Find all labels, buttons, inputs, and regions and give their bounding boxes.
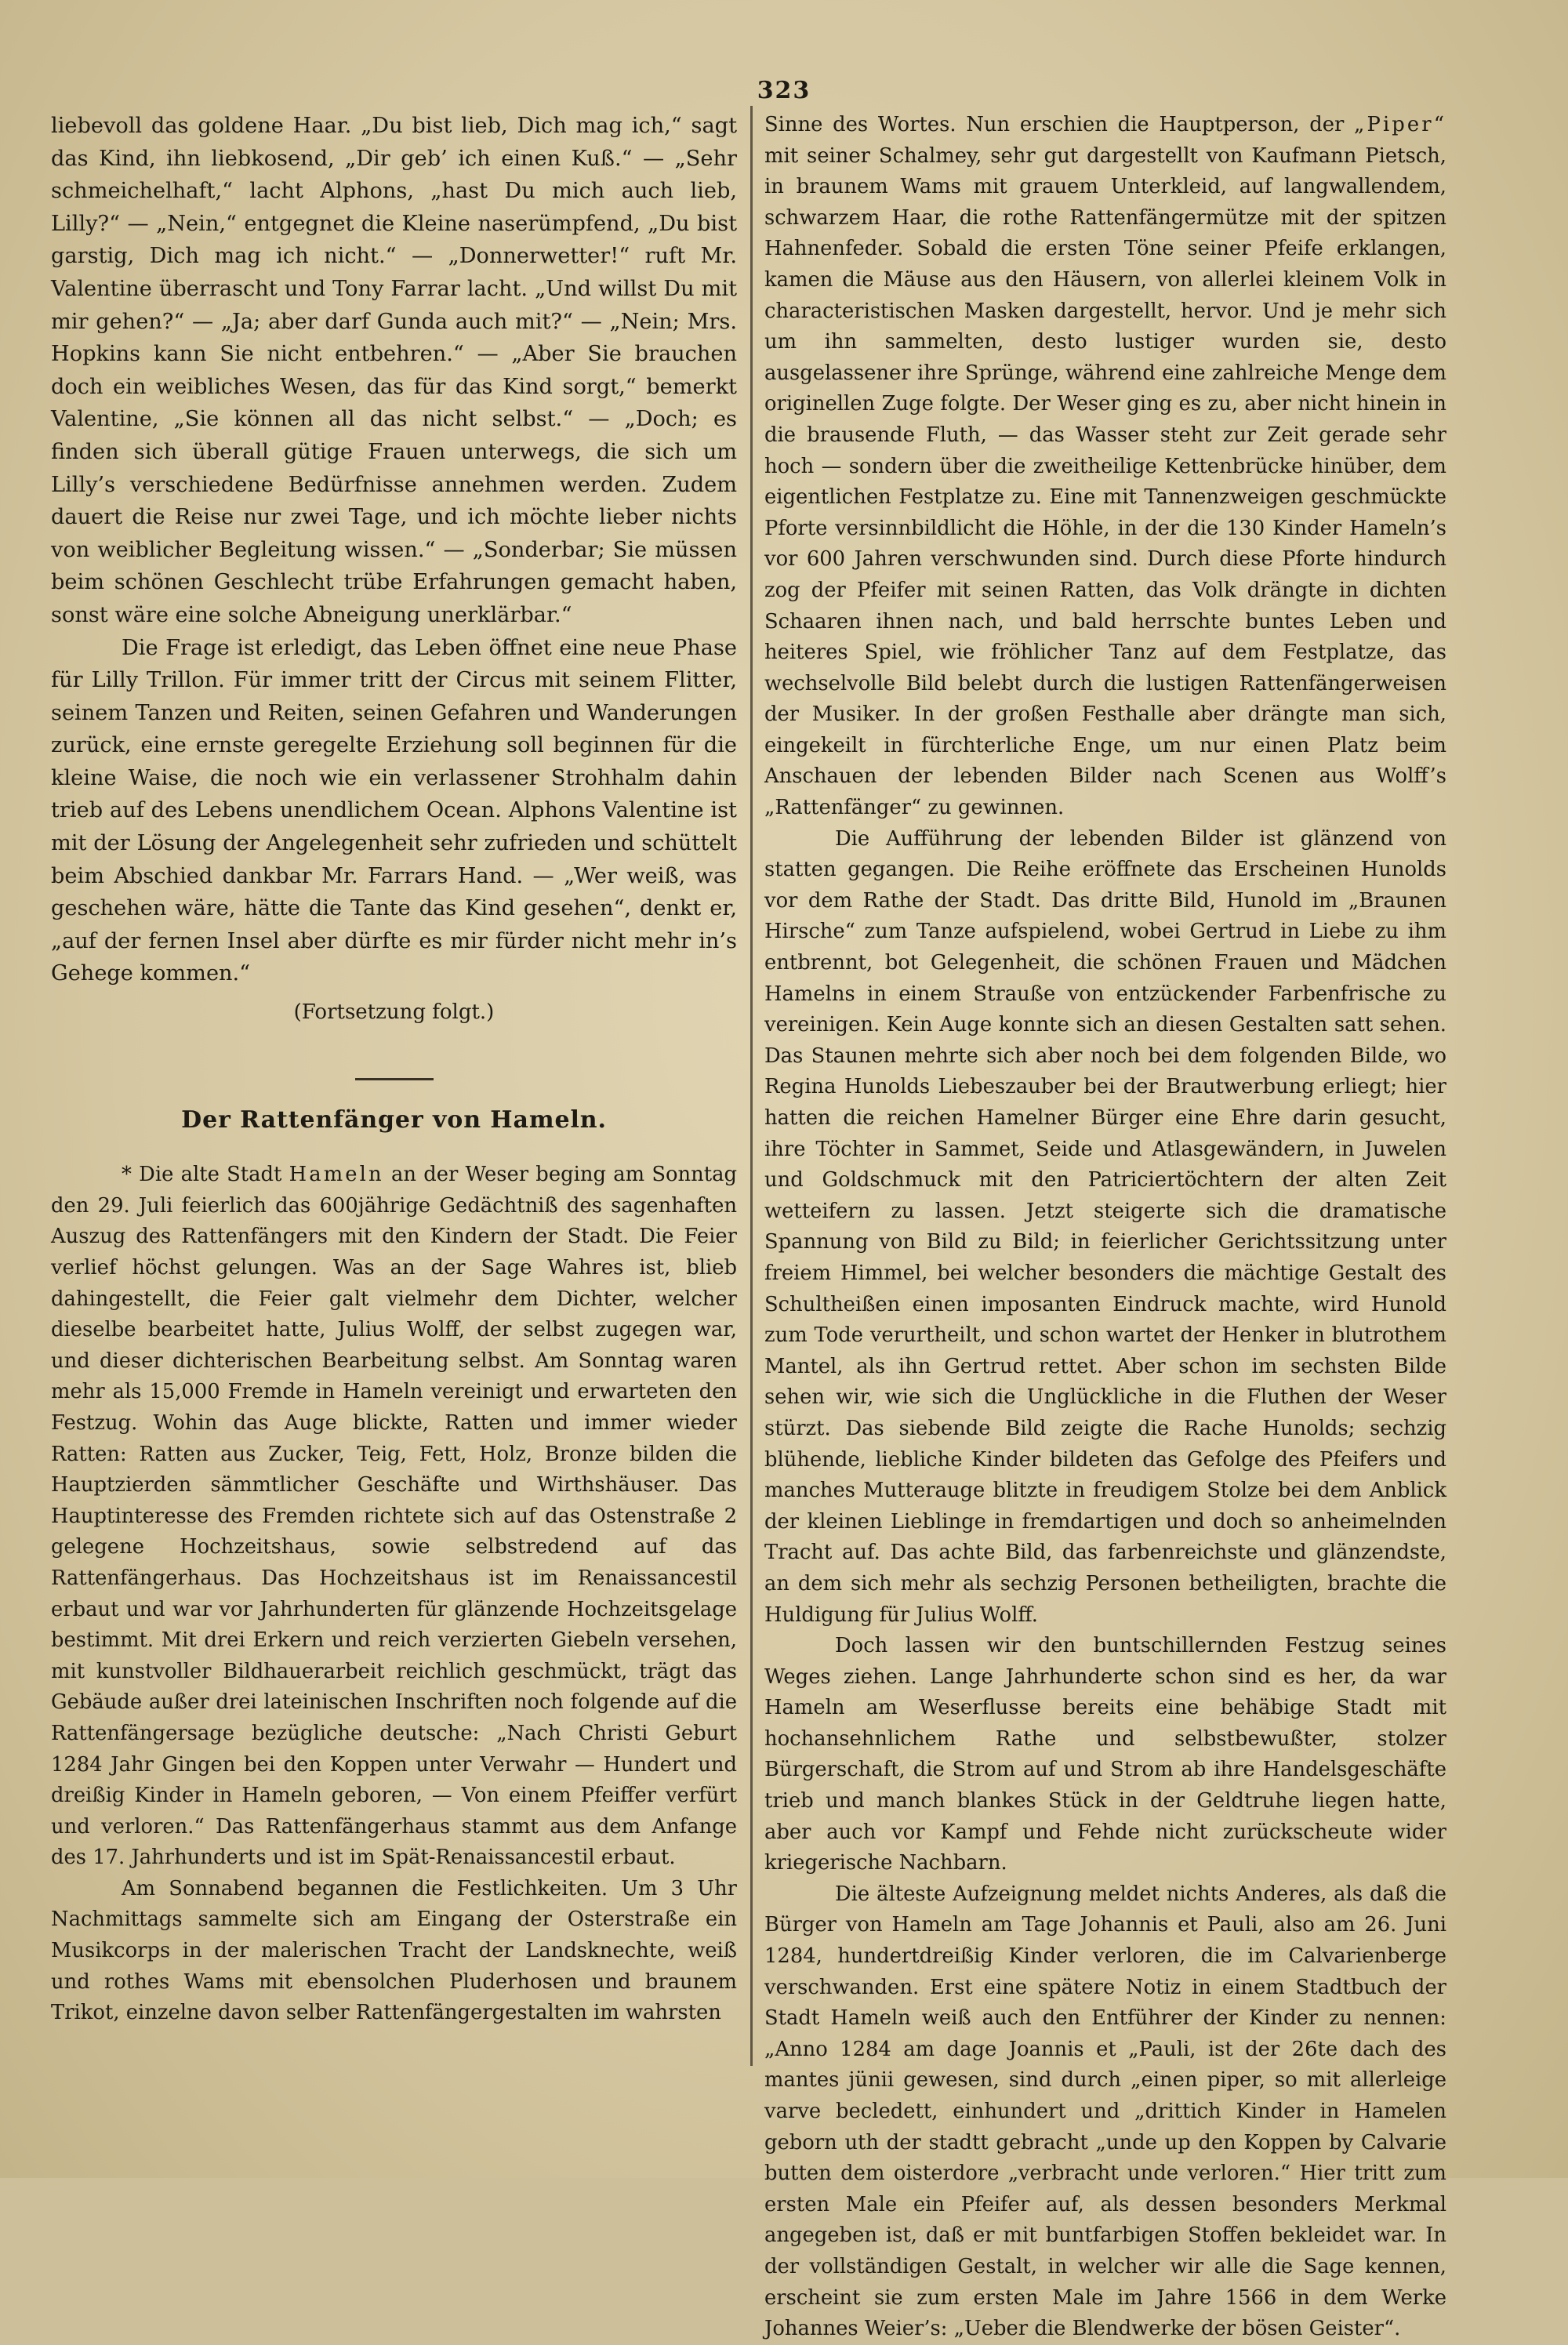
section-divider	[355, 1078, 434, 1080]
article-intro: * Die alte Stadt	[122, 1163, 282, 1187]
story-paragraph: liebevoll das goldene Haar. „Du bist lieb, Dich mag ich,“ sagt das Kind, ihn liebkosend, „Dir geb’ ich einen Kuß.“ — „Sehr schmeichelhaft,“ lacht Alphons, „hast Du mich auch lieb, Lilly?“ — „Nein,“ entgegnet die Kleine naserümpfend, „Du bist garstig, Dich mag ich nicht.“ — „Donnerwetter!“ ruft Mr. Valentine überrascht und Tony Farrar lacht. „Und willst Du mit mir gehen?“ — „Ja; aber darf Gunda auch mit?“ — „Nein; Mrs. Hopkins kann Sie nicht entbehren.“ — „Aber Sie brauchen doch ein weibliches Wesen, das für das Kind sorgt,“ bemerkt Valentine, „Sie können all das nicht selbst.“ — „Doch; es finden sich überall gütige Frauen unterwegs, die sich um Lilly’s verschiedene Bedürfnisse annehmen werden. Zudem dauert die Reise nur zwei Tage, und ich möchte lieber nichts von weiblicher Begleitung wissen.“ — „Sonderbar; Sie müssen beim schönen Geschlecht trübe Erfahrungen gemacht haben, sonst wäre eine solche Abneigung unerklärbar.“	[51, 114, 737, 627]
article-paragraph: Die Aufführung der lebenden Bilder ist glänzend von statten gegangen. Die Reihe eröffnete das Erscheinen Hunolds vor dem Rathe der Stadt. Das dritte Bild, Hunold im „Braunen Hirsche“ zum Tanze aufspielend, wobei Gertrud in Liebe zu ihm entbrennt, bot Gelegenheit, die schönen Frauen und Mädchen Hamelns in einem Strauße von entzückender Farbenfrische zu vereinigen. Kein Auge konnte sich an diesen Gestalten satt sehen. Das Staunen mehrte sich aber noch bei dem folgenden Bilde, wo Regina Hunolds Liebeszauber bei der Brautwerbung erliegt; hier hatten die reichen Hamelner Bürger eine Ehre darin gesucht, ihre Töchter in Sammet, Seide und Atlasgewändern, in Juwelen und Goldschmuck mit den Patriciertöchtern der alten Zeit wetteifern zu lassen. Jetzt steigerte sich die dramatische Spannung von Bild zu Bild; in feierlicher Gerichtssitzung unter freiem Himmel, bei welcher besonders die mächtige Gestalt des Schultheißen einen imposanten Eindruck machte, wird Hunold zum Tode verurtheilt, und schon wartet der Henker in blutrothem Mantel, als ihn Gertrud rettet. Aber schon im sechsten Bilde sehen wir, wie sich die Unglückliche in die Fluthen der Weser stürzt. Das siebende Bild zeigte die Rache Hunolds; sechzig blühende, liebliche Kinder bildeten das Gefolge des Pfeifers und manches Mutterauge blitzte in freudigem Stolze bei dem Anblick der kleinen Lieblinge in fremdartigen und doch so anheimelnden Tracht auf. Das achte Bild, das farbenreichste und glänzendste, an dem sich mehr als sechzig Personen betheiligten, brachte die Huldigung für Julius Wolff.	[764, 826, 1446, 1627]
article-paragraph: Die älteste Aufzeignung meldet nichts Anderes, als daß die Bürger von Hameln am Tage Johannis et Pauli, also am 26. Juni 1284, hundertdreißig Kinder verloren, die im Calvarienberge verschwanden. Erst eine spätere Notiz in einem Stadtbuch der Stadt Hameln weiß auch den Entführer der Kinder zu nennen: „Anno 1284 am dage Joannis et „Pauli, ist der 26te dach des mantes jünii gewesen, sind durch „einen piper, so mit allerleige varve becledett, einhundert und „drittich Kinder in Hamelen geborn uth der stadtt gebracht „unde up den Koppen by Calvarie butten dem oisterdore „verbracht unde verloren.“ Hier tritt zum ersten Male ein Pfeifer auf, als dessen besonders Merkmal angegeben ist, daß er mit buntfarbigen Stoffen bekleidet war. In der vollständigen Gestalt, in welcher wir alle die Sage kennen, erscheint sie zum ersten Male im Jahre 1566 in dem Werke Johannes Weier’s: „Ueber die Blendwerke der bösen Geister“.	[764, 1882, 1446, 2341]
article-paragraph: Doch lassen wir den buntschillernden Festzug seines Weges ziehen. Lange Jahrhunderte schon sind es her, da war Hameln am Weserflusse bereits eine behäbige Stadt mit hochansehnlichem Rathe und selbstbewußter, stolzer Bürgerschaft, die Strom auf und Strom ab ihre Handelsgeschäfte trieb und manch blankes Stück in der Geldtruhe liegen hatte, aber auch vor Kampf und Fehde nicht zurückscheute wider kriegerische Nachbarn.	[764, 1634, 1446, 1875]
article-paragraph	[51, 1160, 737, 1874]
article-text: mit seiner Schalmey, sehr gut dargestellt von Kaufmann Pietsch, in braunem Wams mit grauem Unterkleid, auf langwallendem, schwarzem Haar, die rothe Rattenfängermütze mit der spitzen Hahnenfeder. Sobald die ersten Töne seiner Pfeife erklangen, kamen die Mäuse aus den Häusern, von allerlei kleinem Volk in characteristischen Masken dargestellt, hervor. Und je mehr sich um ihn sammelten, desto lustiger wurden sie, desto ausgelassener ihre Sprünge, während eine zahlreiche Menge dem originellen Zuge folgte. Der Weser ging es zu, aber nicht hinein in die brausende Fluth, — das Wasser steht zur Zeit gerade sehr hoch — sondern über die zweitheilige Kettenbrücke hinüber, dem eigentlichen Festplatze zu. Eine mit Tannenzweigen geschmückte Pforte versinnbildlicht die Höhle, in der die 130 Kinder Hameln’s vor 600 Jahren verschwunden sind. Durch diese Pforte hindurch zog der Pfeifer mit seinen Ratten, das Volk drängte in dichten Schaaren ihnen nach, und bald herrschte buntes Leben und heiteres Spiel, wie fröhlicher Tanz auf dem Festplatze, das wechselvolle Bild belebt durch die lustigen Rattenfängerweisen der Musiker. In der großen Festhalle aber drängte man sich, eingekeilt in fürchterliche Enge, um nur einen Platz beim Anschauen der lebenden Bilder nach Scenen aus Wolff’s „Rattenfänger“ zu gewinnen.	[764, 143, 1446, 820]
article-text: an der Weser beging am Sonntag den 29. Juli feierlich das 600jährige Gedächtniß des sagenhaften Auszug des Rattenfängers mit den Kindern der Stadt. Die Feier verlief höchst gelungen. Was an der Sage Wahres ist, blieb dahingestellt, die Feier galt vielmehr dem Dichter, welcher dieselbe bearbeitet hatte, Julius Wolff, der selbst zugegen war, und dieser dichterischen Bearbeitung selbst. Am Sonntag waren mehr als 15,000 Fremde in Hameln vereinigt und erwarteten den Festzug. Wohin das Auge blickte, Ratten und immer wieder Ratten: Ratten aus Zucker, Teig, Fett, Holz, Bronze bilden die Hauptzierden sämmtlicher Geschäfte und Wirthshäuser. Das Hauptinteresse des Fremden richtete sich auf das Ostenstraße 2 gelegene Hochzeitshaus, sowie selbstredend auf das Rattenfängerhaus. Das Hochzeitshaus ist im Renaissancestil erbaut und war vor Jahrhunderten für glänzende Hochzeitsgelage bestimmt. Mit drei Erkern und reich verzierten Giebeln versehen, mit kunstvoller Bildhauerarbeit reichlich geschmückt, trägt das Gebäude außer drei lateinischen Inschriften noch folgende auf die Rattenfängersage bezügliche deutsche: „Nach Christi Geburt 1284 Jahr Gingen bei den Koppen unter Verwahr — Hundert und dreißig Kinder in Hameln geboren, — Von einem Pfeiffer verfürt und verloren.“ Das Rattenfängerhaus stammt aus dem Anfange des 17. Jahrhunderts und ist im Spät-Renaissancestil erbaut.	[51, 1163, 738, 1870]
article-text: Sinne des Wortes. Nun erschien die Hauptperson, der	[764, 113, 1345, 136]
article-title: Der Rattenfänger von Hameln.	[181, 1105, 607, 1134]
continuation-note: (Fortsetzung folgt.)	[293, 1000, 495, 1025]
article-paragraph: Am Sonnabend begannen die Festlichkeiten. Um 3 Uhr Nachmittags sammelte sich am Eingang der Osterstraße ein Musikcorps in der malerischen Tracht der Landsknechte, weiß und rothes Wams mit ebensolchen Pluderhosen und braunem Trikot, einzelne davon selber Rattenfängergestalten im wahrsten	[51, 1876, 737, 2025]
article-paragraph	[764, 110, 1446, 824]
piper-spaced: „Piper“	[1354, 113, 1446, 136]
page-number: 323	[757, 77, 811, 104]
left-column	[51, 110, 737, 2029]
right-column	[764, 110, 1446, 2345]
column-divider	[750, 106, 753, 2066]
story-paragraph: Die Frage ist erledigt, das Leben öffnet eine neue Phase für Lilly Trillon. Für immer tritt der Circus mit seinem Flitter, seinem Tanzen und Reiten, seinen Gefahren und Wanderungen zurück, eine ernste geregelte Erziehung soll beginnen für die kleine Waise, die noch wie ein verlassener Strohhalm dahin trieb auf des Lebens unendlichem Ocean. Alphons Valentine ist mit der Lösung der Angelegenheit sehr zufrieden und schüttelt beim Abschied dankbar Mr. Farrars Hand. — „Wer weiß, was geschehen wäre, hätte die Tante das Kind gesehen“, denkt er, „auf der fernen Insel aber dürfte es mir fürder nicht mehr in’s Gehege kommen.“	[51, 635, 737, 986]
place-name-spaced: Hameln	[289, 1163, 384, 1187]
article-body	[51, 1160, 737, 2029]
